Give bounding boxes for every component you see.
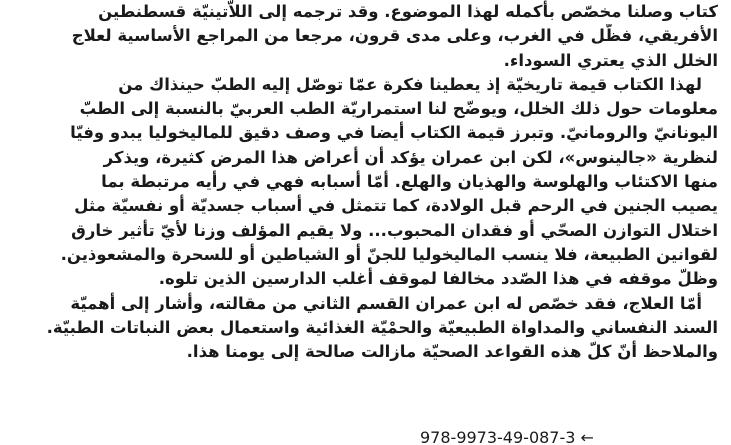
text-line: وظلّ موقفه في هذا الصّدد مخالفا لموقف أغلب الدارسين الذين تلوه.	[158, 269, 718, 289]
text-line: الأفريقي، فظّل في الغرب، وعلى مدى قرون، مرجعا من المراجع الأساسية لعلاج	[71, 26, 718, 46]
text-line: الخلل الذي يعتري السوداء.	[503, 50, 718, 70]
text-line: أمّا العلاج، فقد خصّص له ابن عمران القسم الثاني من مقالته، وأشار إلى أهميّة	[70, 293, 702, 313]
text-line: معلومات حول ذلك الخلل، ويوضّح لنا استمراريّة الطب العربيّ بالنسبة إلى الطبّ	[79, 99, 718, 119]
text-line: لقوانين الطبيعة، فلا ينسب الماليخوليا للجنّ أو الشياطين أو للسحرة والمشعوذين.	[60, 244, 718, 264]
isbn-footer: 978-9973-49-087-3 ←	[420, 428, 594, 445]
text-line: والملاحظ أنّ كلّ هذه القواعد الصحيّة مازالت صالحة إلى يومنا هذا.	[186, 342, 718, 362]
text-line: اليونانيّ والرومانيّ. وتبرز قيمة الكتاب أيضا في وصف دقيق للماليخوليا يبدو وفيّا	[70, 123, 718, 143]
body-text	[14, 0, 718, 364]
paragraph-2	[14, 73, 718, 292]
text-line: لنظرية «جالينوس»، لكن ابن عمران يؤكد أن أعراض هذا المرض كثيرة، ويذكر	[103, 147, 718, 167]
paragraph-3	[14, 292, 718, 365]
text-line: اختلال التوازن الصحّي أو فقدان المحبوب... ولا يقيم المؤلف وزنا لأيّ تأثير خارق	[71, 220, 718, 240]
text-line: يصيب الجنين في الرحم قبل الولادة، كما تتمثل في أسباب جسديّة أو نفسيّة مثل	[74, 196, 718, 216]
text-line: السند النفساني والمداواة الطبيعيّة والحمْيّة الغذائية واستعمال بعض النباتات الطبيّة.	[46, 317, 718, 337]
text-line: منها الاكتئاب والهلوسة والهذيان والهلع. أمّا أسبابه فهي في رأيه مرتبطة بما	[101, 172, 718, 192]
text-line: لهذا الكتاب قيمة تاريخيّة إذ يعطينا فكرة عمّا توصّل إليه الطبّ حينذاك من	[118, 74, 702, 94]
text-line: كتاب وصلنا مخصّص بأكمله لهذا الموضوع. وقد ترجمه إلى اللاّتينيّة قسطنطين	[98, 2, 718, 21]
paragraph-1	[14, 0, 718, 73]
